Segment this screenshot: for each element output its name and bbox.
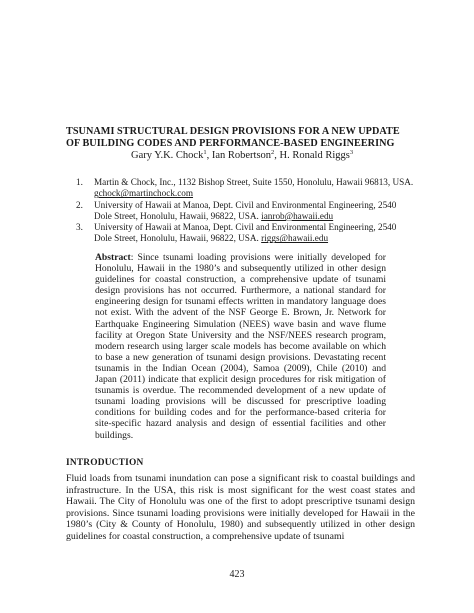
- author-affiliation-mark: 3: [349, 149, 354, 156]
- affiliation-item: [76, 200, 416, 223]
- author-name: Ian Robertson: [211, 150, 272, 161]
- author-separator: ,: [206, 150, 212, 161]
- page-number: 423: [229, 569, 245, 580]
- affiliation-text: Martin & Chock, Inc., 1132 Bishop Street, Suite 1550, Honolulu, Hawaii 96813, USA.: [94, 177, 414, 187]
- introduction-paragraph: Fluid loads from tsunami inundation can pose a significant risk to coastal buildings and infrastructure. In the USA, this risk is most significant for the west coast states and Hawaii. The City of Honolulu was one of the first to adopt prescriptive tsunami design provisions. Since tsunami loading provisions were initially developed for Hawaii in the 1980’s (City & County of Honolulu, 1980) and subsequently utilized in other design guidelines for coastal construction, a comprehensive update of tsunami: [66, 473, 415, 542]
- affiliation-list: [76, 177, 416, 245]
- affiliation-text: University of Hawaii at Manoa, Dept. Civil and Environmental Engineering, 2540 Dole Street, Honolulu, Hawaii, 96822, USA.: [94, 199, 397, 221]
- affiliation-item: [76, 222, 416, 245]
- section-heading-introduction: INTRODUCTION: [66, 458, 144, 468]
- affiliation-number: 3.: [76, 222, 83, 233]
- author-separator: ,: [274, 150, 280, 161]
- paper-title: TSUNAMI STRUCTURAL DESIGN PROVISIONS FOR A NEW UPDATE OF BUILDING CODES AND PERFORMANCE-BASED ENGINEERING: [66, 126, 400, 149]
- affiliation-email-link[interactable]: ianrob@hawaii.edu: [261, 210, 334, 221]
- abstract-text: : Since tsunami loading provisions were initially developed for Honolulu, Hawaii in the 1980’s and subsequently utilized in other design guidelines for coastal construction, a comprehensive update of tsunami design provisions has not occurred. Furthermore, a national standard for engineering design for tsunami effects written in mandatory language does not exist. With the advent of the NSF George E. Brown, Jr. Network for Earthquake Engineering Simulation (NEES) wave basin and wave flume facility at Oregon State University and the NSF/NEES research program, modern research using larger scale models has become available on which to base a new generation of tsunami design provisions. Devastating recent tsunamis in the Indian Ocean (2004), Samoa (2009), Chile (2010) and Japan (2011) indicate that explicit design procedures for risk mitigation of tsunamis is overdue. The recommended development of a new update of tsunami loading provisions will be discussed for prescriptive loading conditions for building codes and for the performance-based criteria for site-specific hazard analysis and design of essential facilities and other buildings.: [95, 252, 386, 441]
- affiliation-number: 2.: [76, 199, 83, 210]
- affiliation-email-link[interactable]: gchock@martinchock.com: [94, 188, 194, 199]
- author-name: Gary Y.K. Chock: [131, 150, 204, 161]
- author-line: [131, 150, 353, 162]
- affiliation-number: 1.: [76, 177, 83, 187]
- affiliation-email-link[interactable]: riggs@hawaii.edu: [261, 233, 329, 244]
- affiliation-text: University of Hawaii at Manoa, Dept. Civil and Environmental Engineering, 2540 Dole Street, Honolulu, Hawaii, 96822, USA.: [94, 222, 397, 244]
- author-affiliation-mark: 2: [271, 149, 275, 156]
- abstract-paragraph: [95, 252, 386, 441]
- author-name: H. Ronald Riggs: [279, 150, 350, 161]
- abstract-label: Abstract: [95, 252, 131, 263]
- affiliation-item: [76, 177, 416, 200]
- author-affiliation-mark: 1: [203, 149, 207, 156]
